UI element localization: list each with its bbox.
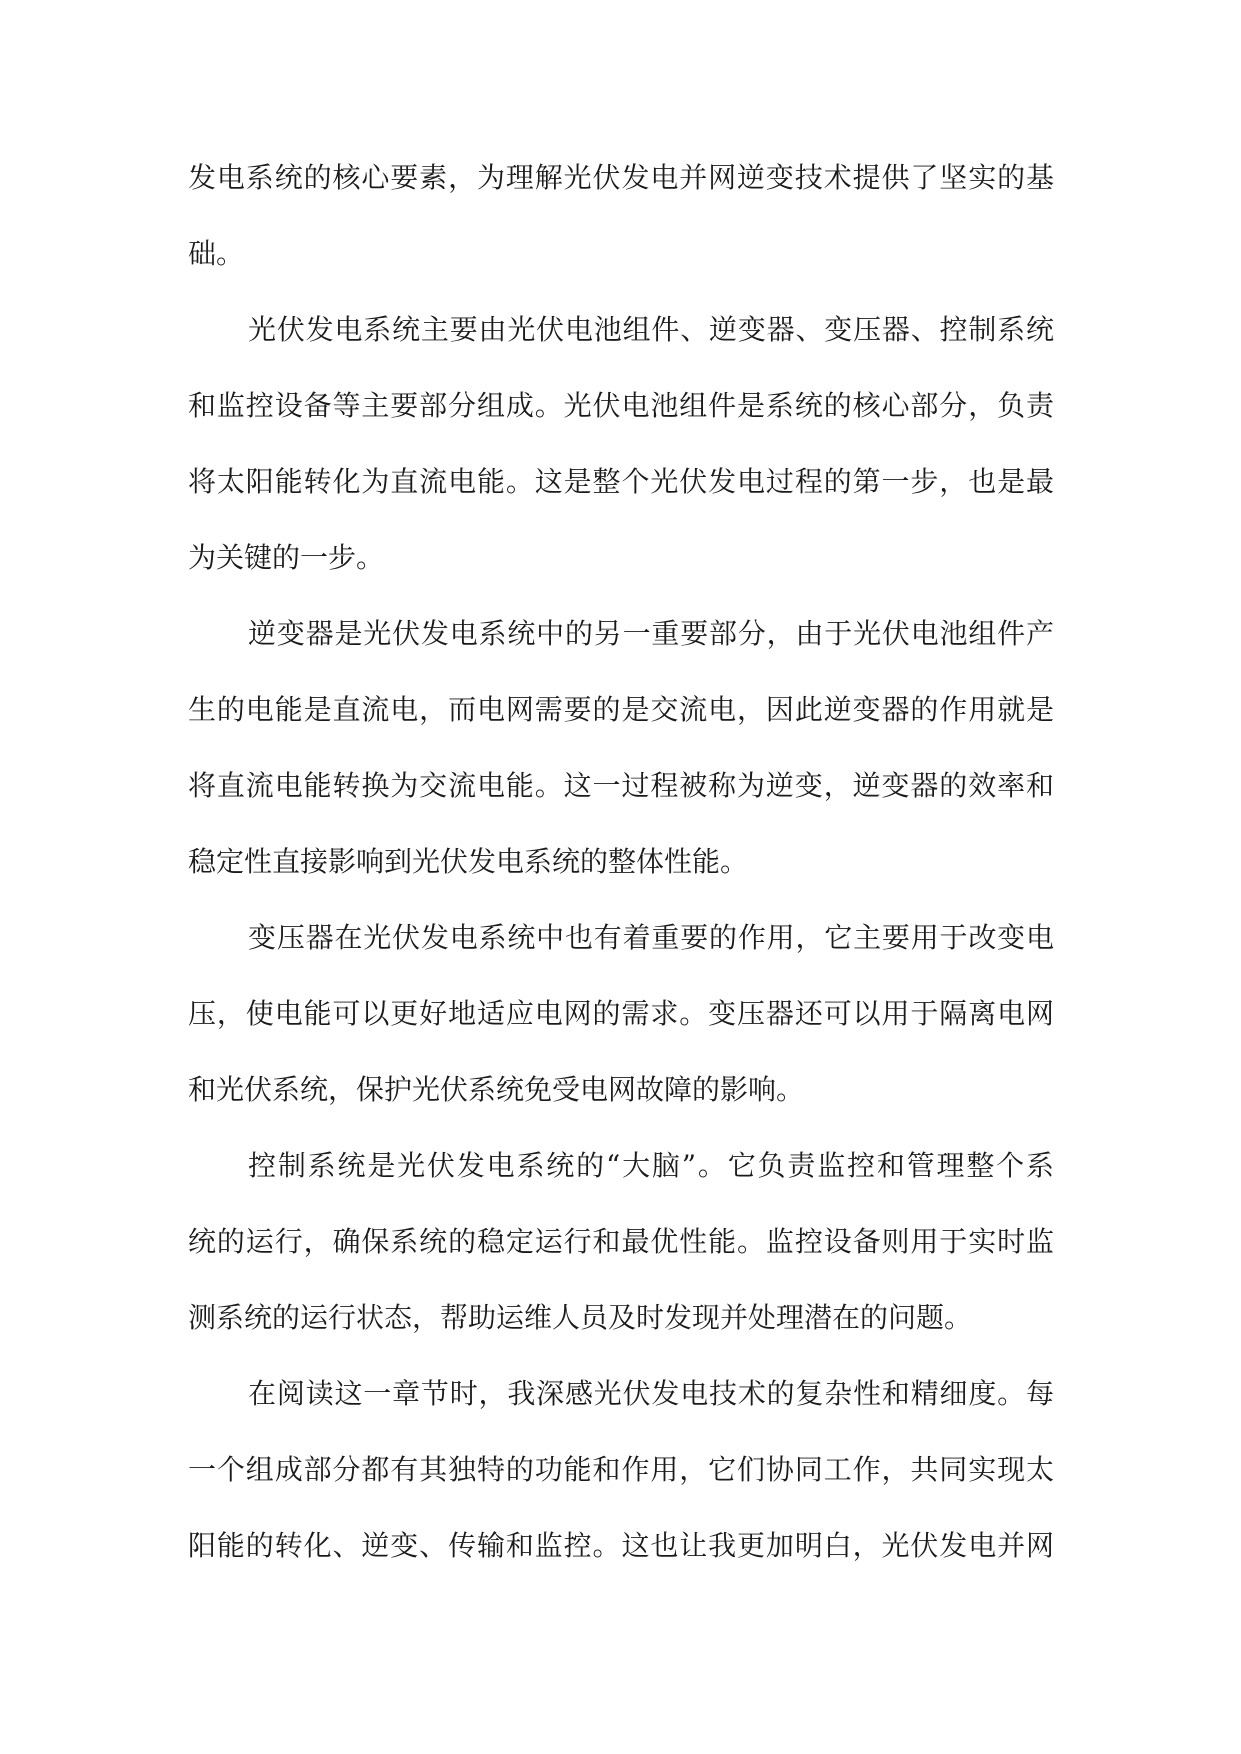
text-line: 测系统的运行状态，帮助运维人员及时发现并处理潜在的问题。	[188, 1301, 973, 1334]
text-line: 一个组成部分都有其独特的功能和作用，它们协同工作，共同实现太	[188, 1453, 1054, 1486]
paragraph-first-line: 变压器在光伏发电系统中也有着重要的作用，它主要用于改变电	[248, 921, 1054, 954]
body-text	[188, 140, 1054, 1584]
text-line: 础。	[188, 237, 245, 270]
text-line: 为关键的一步。	[188, 541, 385, 574]
text-line: 将太阳能转化为直流电能。这是整个光伏发电过程的第一步，也是最	[188, 465, 1054, 498]
paragraph-first-line: 在阅读这一章节时，我深感光伏发电技术的复杂性和精细度。每	[248, 1377, 1054, 1410]
text-line: 阳能的转化、逆变、传输和监控。这也让我更加明白，光伏发电并网	[188, 1529, 1054, 1562]
text-line: 将直流电能转换为交流电能。这一过程被称为逆变，逆变器的效率和	[188, 769, 1054, 802]
text-line: 统的运行，确保系统的稳定运行和最优性能。监控设备则用于实时监	[188, 1225, 1054, 1258]
paragraph-first-line: 控制系统是光伏发电系统的“大脑”。它负责监控和管理整个系	[248, 1149, 1054, 1182]
paragraph-first-line: 光伏发电系统主要由光伏电池组件、逆变器、变压器、控制系统	[248, 313, 1054, 346]
paragraph-first-line: 逆变器是光伏发电系统中的另一重要部分，由于光伏电池组件产	[248, 617, 1054, 650]
text-line: 生的电能是直流电，而电网需要的是交流电，因此逆变器的作用就是	[188, 693, 1054, 726]
text-line: 发电系统的核心要素，为理解光伏发电并网逆变技术提供了坚实的基	[188, 161, 1054, 194]
text-line: 压，使电能可以更好地适应电网的需求。变压器还可以用于隔离电网	[188, 997, 1054, 1030]
text-line: 和监控设备等主要部分组成。光伏电池组件是系统的核心部分，负责	[188, 389, 1054, 422]
text-line: 和光伏系统，保护光伏系统免受电网故障的影响。	[188, 1073, 805, 1106]
text-line: 稳定性直接影响到光伏发电系统的整体性能。	[188, 845, 749, 878]
